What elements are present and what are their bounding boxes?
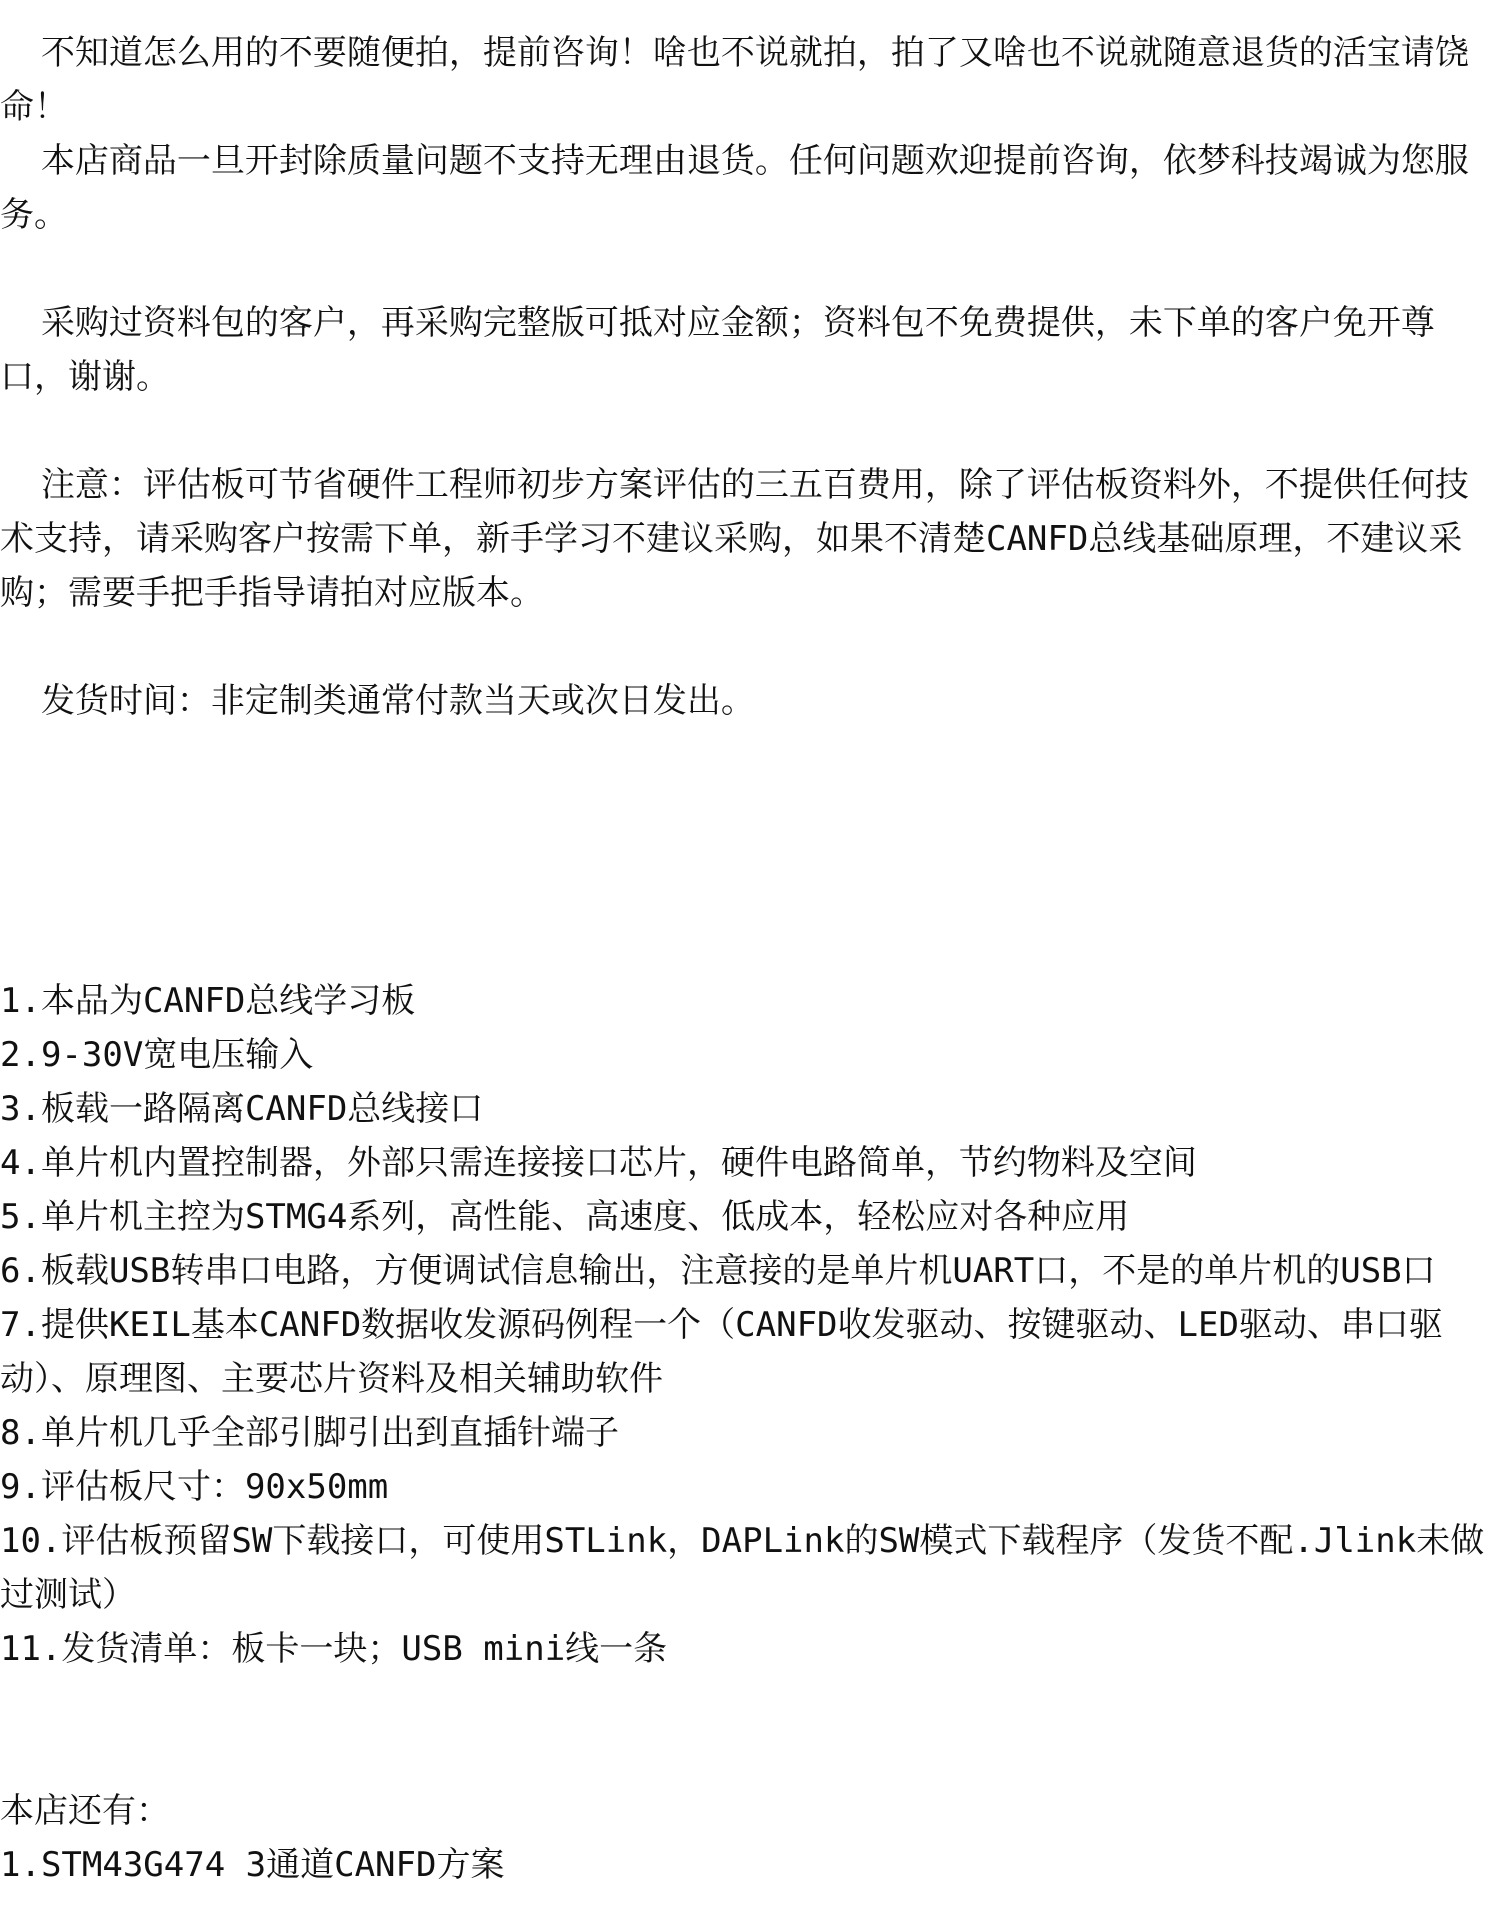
also-available-item-1: 1.STM43G474 3通道CANFD方案 [0,1845,505,1885]
notice-paragraph-3: 采购过资料包的客户，再采购完整版可抵对应金额；资料包不免费提供，未下单的客户免开尊口，谢谢。 [0,303,1435,397]
feature-list [0,974,1496,1676]
also-available-list [0,1838,1496,1892]
notice-paragraph-1: 不知道怎么用的不要随便拍，提前咨询！啥也不说就拍，拍了又啥也不说就随意退货的活宝请饶命！ [0,33,1469,127]
spacer [0,242,1496,296]
feature-item-3: 3.板载一路隔离CANFD总线接口 [0,1089,484,1129]
feature-item-4: 4.单片机内置控制器，外部只需连接接口芯片，硬件电路简单，节约物料及空间 [0,1143,1197,1183]
spacer [0,1676,1496,1784]
shipping-time-paragraph: 发货时间：非定制类通常付款当天或次日发出。 [40,681,755,721]
feature-item-5: 5.单片机主控为STMG4系列，高性能、高速度、低成本，轻松应对各种应用 [0,1197,1130,1237]
feature-item-2: 2.9-30V宽电压输入 [0,1035,314,1075]
notice-paragraph-4: 注意：评估板可节省硬件工程师初步方案评估的三五百费用，除了评估板资料外，不提供任何技术支持，请采购客户按需下单，新手学习不建议采购，如果不清楚CANFD总线基础原理，不建议采购；需要手把手指导请拍对应版本。 [0,465,1469,613]
feature-item-8: 8.单片机几乎全部引脚引出到直插针端子 [0,1413,619,1453]
feature-item-9: 9.评估板尺寸：90x50mm [0,1467,389,1507]
feature-item-10: 10.评估板预留SW下载接口，可使用STLink，DAPLink的SW模式下载程序（发货不配.Jlink未做过测试） [0,1521,1485,1615]
feature-item-7: 7.提供KEIL基本CANFD数据收发源码例程一个（CANFD收发驱动、按键驱动、LED驱动、串口驱动）、原理图、主要芯片资料及相关辅助软件 [0,1305,1443,1399]
feature-item-6: 6.板载USB转串口电路，方便调试信息输出，注意接的是单片机UART口，不是的单片机的USB口 [0,1251,1436,1291]
spacer [0,728,1496,974]
feature-item-11: 11.发货清单：板卡一块；USB mini线一条 [0,1629,668,1669]
also-available-title: 本店还有： [0,1791,170,1831]
notice-paragraph-2: 本店商品一旦开封除质量问题不支持无理由退货。任何问题欢迎提前咨询，依梦科技竭诚为您服务。 [0,141,1469,235]
feature-item-1: 1.本品为CANFD总线学习板 [0,981,416,1021]
spacer [0,404,1496,458]
spacer [0,620,1496,674]
